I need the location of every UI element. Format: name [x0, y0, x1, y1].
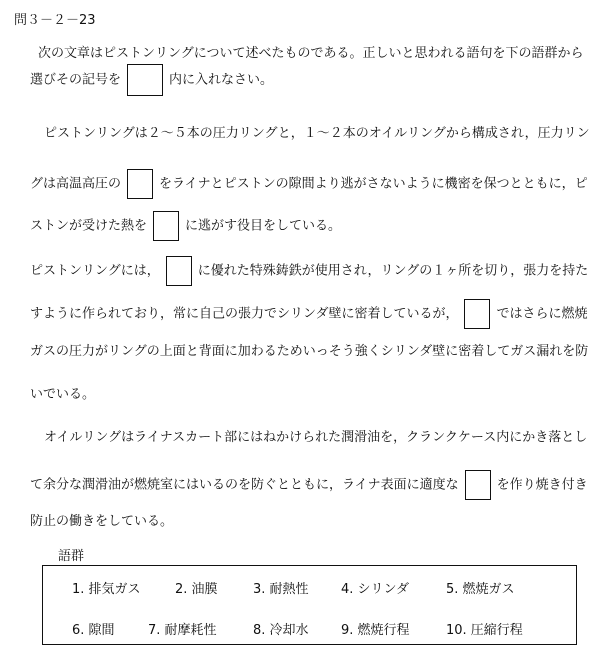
vocab-title: 語群	[58, 549, 85, 564]
para2-line-3: ガスの圧力がリングの上面と背面に加わるためいっそう強くシリンダ壁に密着してガス漏れを防	[30, 344, 589, 359]
answer-box-2[interactable]	[153, 211, 179, 241]
question-number: 問３－２－23	[14, 13, 96, 28]
para2-line-2	[30, 299, 588, 329]
vocab-item: 1. 排気ガス	[72, 582, 141, 597]
vocab-item: 3. 耐熱性	[253, 582, 309, 597]
intro-line-2-text-a: 選びその記号を	[30, 72, 122, 88]
para3-line-2-text-b: を作り焼き付き	[496, 477, 588, 493]
vocab-box	[42, 565, 577, 645]
answer-box-4[interactable]	[464, 299, 490, 329]
vocab-item: 2. 油膜	[175, 582, 218, 597]
para1-line-2-text-b: をライナとピストンの隙間より逃がさないように機密を保つとともに，ピ	[159, 176, 588, 192]
para3-line-2	[30, 470, 588, 500]
vocab-item: 8. 冷却水	[253, 623, 309, 638]
vocab-item: 10. 圧縮行程	[446, 623, 523, 638]
para1-line-2-text-a: グは高温高圧の	[30, 176, 122, 192]
para2-line-4: いでいる。	[30, 387, 96, 402]
intro-line-2-text-b: 内に入れなさい。	[169, 72, 274, 88]
answer-box-3[interactable]	[166, 256, 192, 286]
para1-line-3	[30, 211, 341, 241]
vocab-item: 7. 耐摩耗性	[148, 623, 217, 638]
para1-line-2	[30, 169, 588, 199]
para2-line-1	[30, 256, 588, 286]
intro-line-1: 次の文章はピストンリングについて述べたものである。正しいと思われる語句を下の語群から	[38, 46, 584, 61]
para2-line-1-text-b: に優れた特殊鋳鉄が使用され，リングの１ヶ所を切り，張力を持た	[197, 263, 589, 279]
para3-line-3: 防止の働きをしている。	[30, 514, 174, 529]
vocab-item: 5. 燃焼ガス	[446, 582, 515, 597]
answer-box-5[interactable]	[465, 470, 491, 500]
answer-box-example	[127, 64, 163, 96]
intro-line-2	[30, 64, 273, 96]
vocab-item: 9. 燃焼行程	[341, 623, 410, 638]
para1-line-3-text-b: に逃がす役目をしている。	[185, 218, 342, 234]
para1-line-1: ピストンリングは２～５本の圧力リングと，１～２本のオイルリングから構成され，圧力リン	[44, 126, 590, 141]
para2-line-1-text-a: ピストンリングには，	[30, 263, 160, 279]
para2-line-2-text-b: ではさらに燃焼	[496, 306, 588, 322]
answer-box-1[interactable]	[127, 169, 153, 199]
para2-line-2-text-a: すように作られており，常に自己の張力でシリンダ壁に密着しているが，	[30, 306, 459, 322]
para1-line-3-text-a: ストンが受けた熱を	[30, 218, 148, 234]
vocab-item: 6. 隙間	[72, 623, 115, 638]
para3-line-1: オイルリングはライナスカート部にはねかけられた潤滑油を，クランクケース内にかき落とし	[44, 430, 588, 445]
vocab-item: 4. シリンダ	[341, 582, 410, 597]
para3-line-2-text-a: て余分な潤滑油が燃焼室にはいるのを防ぐとともに，ライナ表面に適度な	[30, 477, 459, 493]
